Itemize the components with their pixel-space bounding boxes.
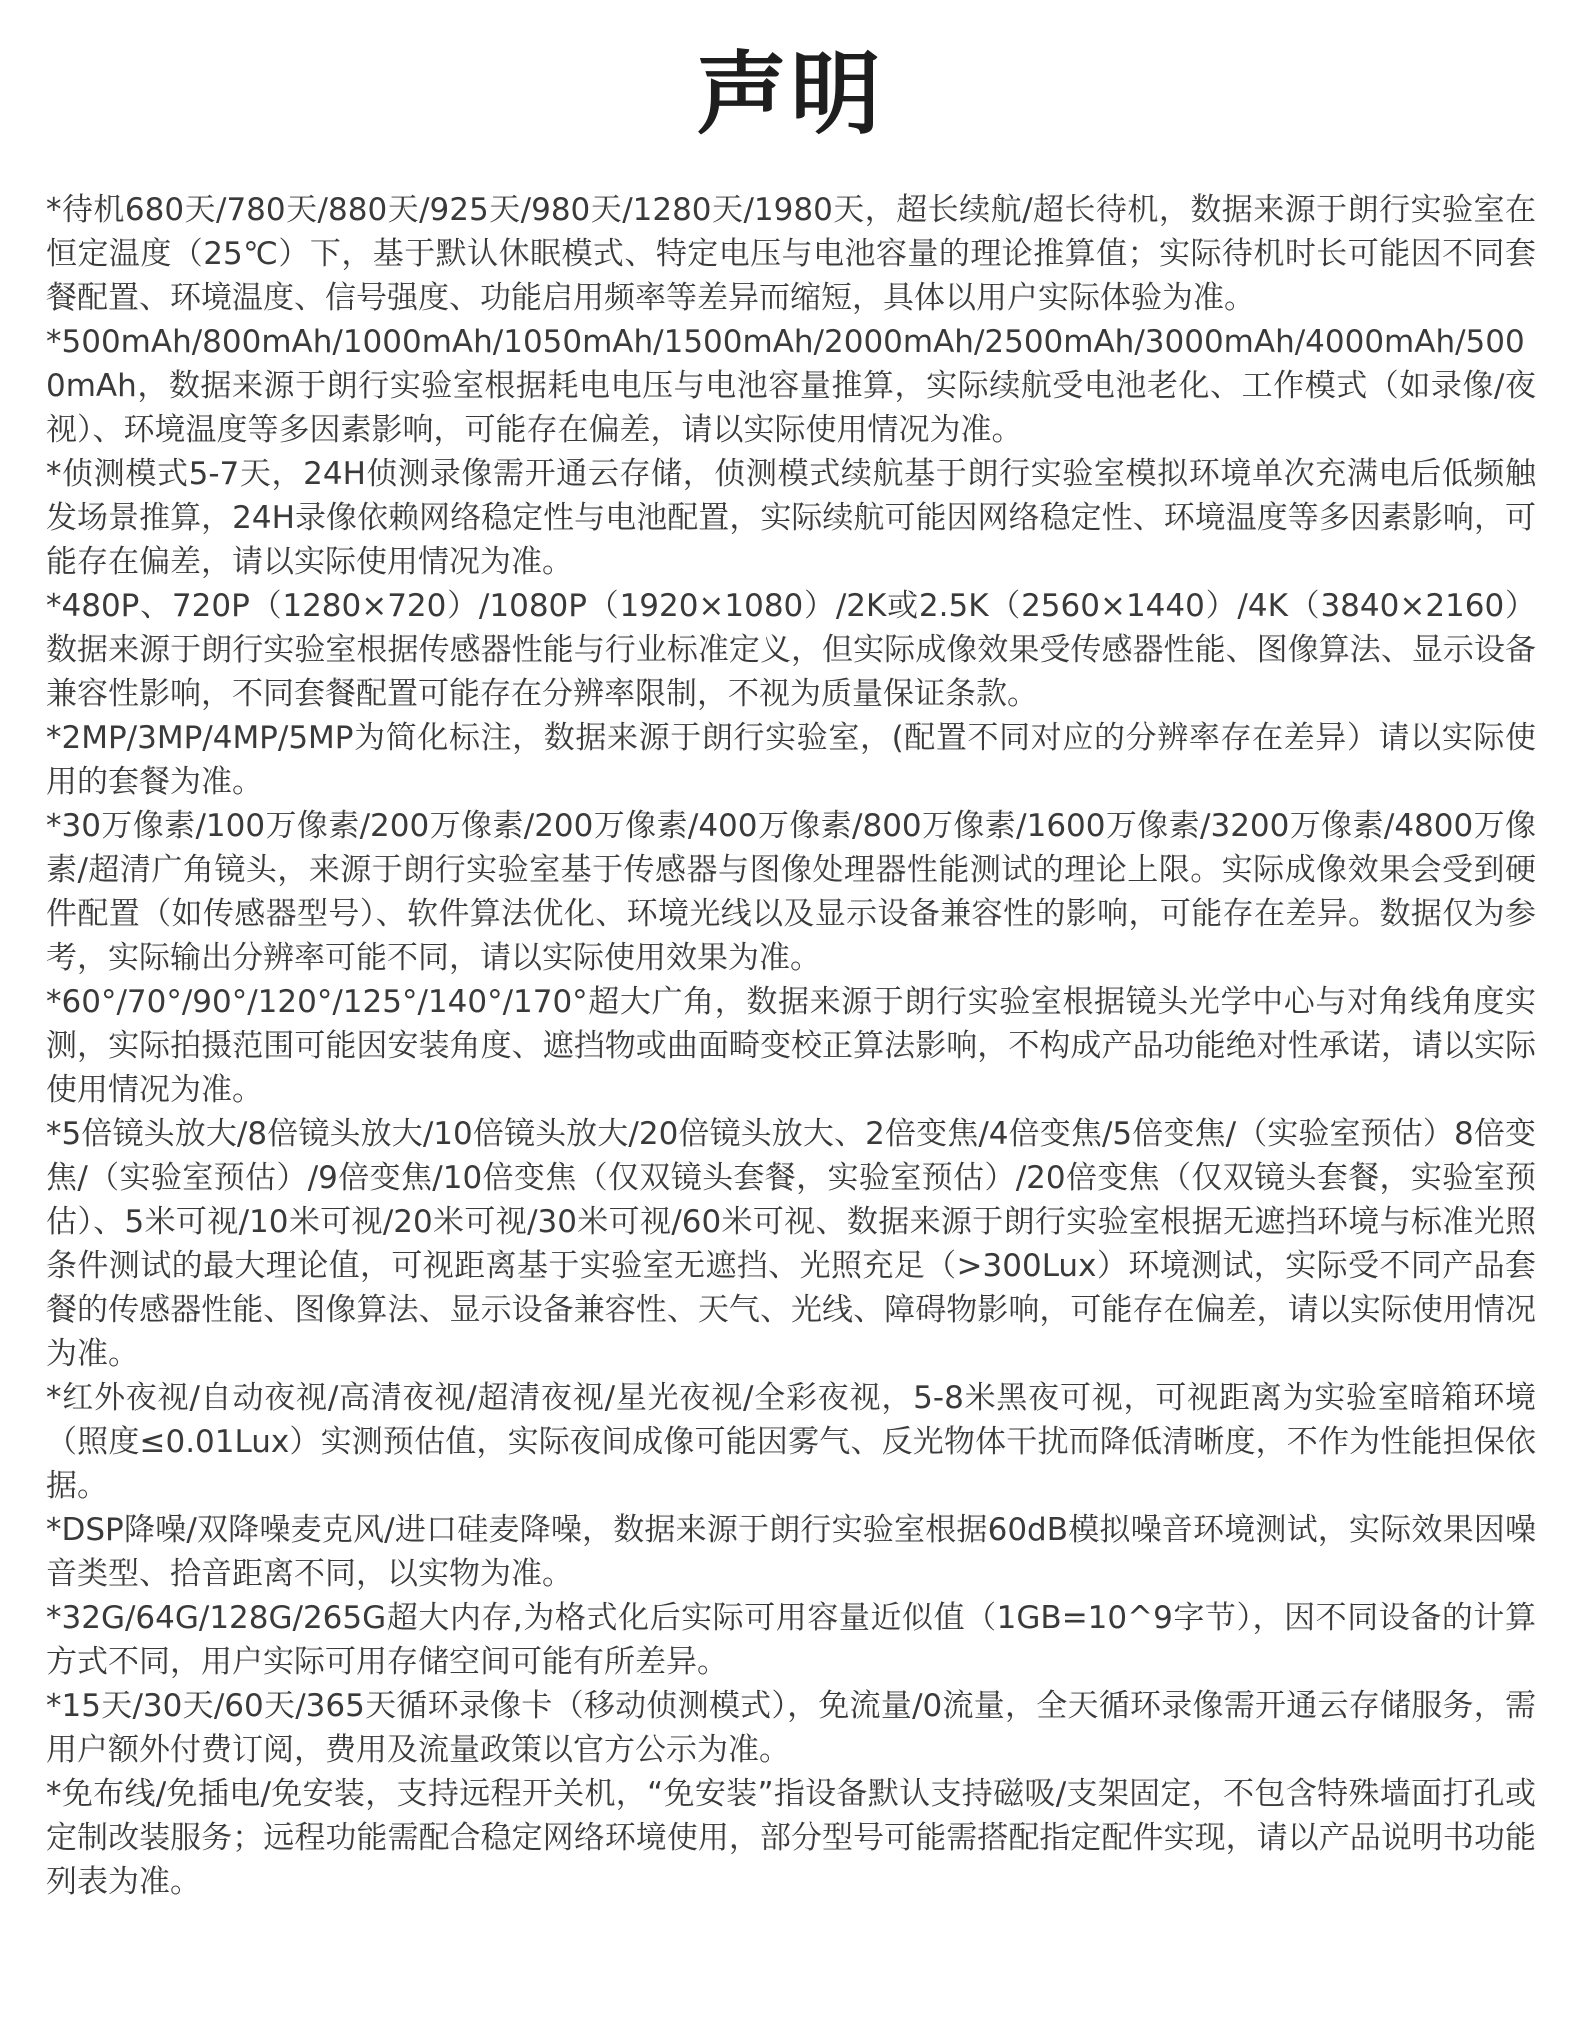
disclaimer-night-vision: *红外夜视/自动夜视/高清夜视/超清夜视/星光夜视/全彩夜视，5-8米黑夜可视，可视距离为实验室暗箱环境（照度≤0.01Lux）实测预估值，实际夜间成像可能因雾气、反光物体干扰而降低清晰度，不作为性能担保依据。 bbox=[46, 1380, 1536, 1504]
disclaimer-battery-capacity: *500mAh/800mAh/1000mAh/1050mAh/1500mAh/2000mAh/2500mAh/3000mAh/4000mAh/5000mAh，数据来源于朗行实验室根据耗电电压与电池容量推算，实际续航受电池老化、工作模式（如录像/夜视）、环境温度等多因素影响，可能存在偏差，请以实际使用情况为准。 bbox=[46, 324, 1536, 448]
disclaimer-storage: *32G/64G/128G/265G超大内存,为格式化后实际可用容量近似值（1GB=10^9字节），因不同设备的计算方式不同，用户实际可用存储空间可能有所差异。 bbox=[46, 1600, 1536, 1680]
disclaimer-noise-reduction: *DSP降噪/双降噪麦克风/进口硅麦降噪，数据来源于朗行实验室根据60dB模拟噪音环境测试，实际效果因噪音类型、拾音距离不同，以实物为准。 bbox=[46, 1512, 1536, 1592]
disclaimer-zoom-distance: *5倍镜头放大/8倍镜头放大/10倍镜头放大/20倍镜头放大、2倍变焦/4倍变焦/5倍变焦/（实验室预估）8倍变焦/（实验室预估）/9倍变焦/10倍变焦（仅双镜头套餐，实验室预估）/20倍变焦（仅双镜头套餐，实验室预估）、5米可视/10米可视/20米可视/30米可视/60米可视、数据来源于朗行实验室根据无遮挡环境与标准光照条件测试的最大理论值，可视距离基于实验室无遮挡、光照充足（>300Lux）环境测试，实际受不同产品套餐的传感器性能、图像算法、显示设备兼容性、天气、光线、障碍物影响，可能存在偏差，请以实际使用情况为准。 bbox=[46, 1116, 1536, 1372]
disclaimer-detection-mode: *侦测模式5-7天，24H侦测录像需开通云存储，侦测模式续航基于朗行实验室模拟环境单次充满电后低频触发场景推算，24H录像依赖网络稳定性与电池配置，实际续航可能因网络稳定性、环境温度等多因素影响，可能存在偏差，请以实际使用情况为准。 bbox=[46, 456, 1536, 580]
disclaimer-pixels: *30万像素/100万像素/200万像素/200万像素/400万像素/800万像素/1600万像素/3200万像素/4800万像素/超清广角镜头，来源于朗行实验室基于传感器与图像处理器性能测试的理论上限。实际成像效果会受到硬件配置（如传感器型号）、软件算法优化、环境光线以及显示设备兼容性的影响，可能存在差异。数据仅为参考，实际输出分辨率可能不同，请以实际使用效果为准。 bbox=[46, 808, 1536, 976]
disclaimer-standby: *待机680天/780天/880天/925天/980天/1280天/1980天，超长续航/超长待机，数据来源于朗行实验室在恒定温度（25℃）下，基于默认休眠模式、特定电压与电池容量的理论推算值；实际待机时长可能因不同套餐配置、环境温度、信号强度、功能启用频率等差异而缩短，具体以用户实际体验为准。 bbox=[46, 192, 1536, 316]
disclaimer-resolution: *480P、720P（1280×720）/1080P（1920×1080）/2K或2.5K（2560×1440）/4K（3840×2160）数据来源于朗行实验室根据传感器性能与行业标准定义，但实际成像效果受传感器性能、图像算法、显示设备兼容性影响，不同套餐配置可能存在分辨率限制，不视为质量保证条款。 bbox=[46, 588, 1536, 712]
disclaimer-megapixel: *2MP/3MP/4MP/5MP为简化标注，数据来源于朗行实验室，(配置不同对应的分辨率存在差异）请以实际使用的套餐为准。 bbox=[46, 720, 1536, 800]
disclaimer-loop-recording: *15天/30天/60天/365天循环录像卡（移动侦测模式），免流量/0流量，全天循环录像需开通云存储服务，需用户额外付费订阅，费用及流量政策以官方公示为准。 bbox=[46, 1688, 1536, 1768]
page-title: 声明 bbox=[696, 42, 885, 147]
disclaimer-list bbox=[46, 188, 1536, 1904]
disclaimer-wide-angle: *60°/70°/90°/120°/125°/140°/170°超大广角，数据来源于朗行实验室根据镜头光学中心与对角线角度实测，实际拍摄范围可能因安装角度、遮挡物或曲面畸变校正算法影响，不构成产品功能绝对性承诺，请以实际使用情况为准。 bbox=[46, 984, 1536, 1108]
disclaimer-installation: *免布线/免插电/免安装，支持远程开关机，“免安装”指设备默认支持磁吸/支架固定，不包含特殊墙面打孔或定制改装服务；远程功能需配合稳定网络环境使用，部分型号可能需搭配指定配件实现，请以产品说明书功能列表为准。 bbox=[46, 1776, 1536, 1900]
